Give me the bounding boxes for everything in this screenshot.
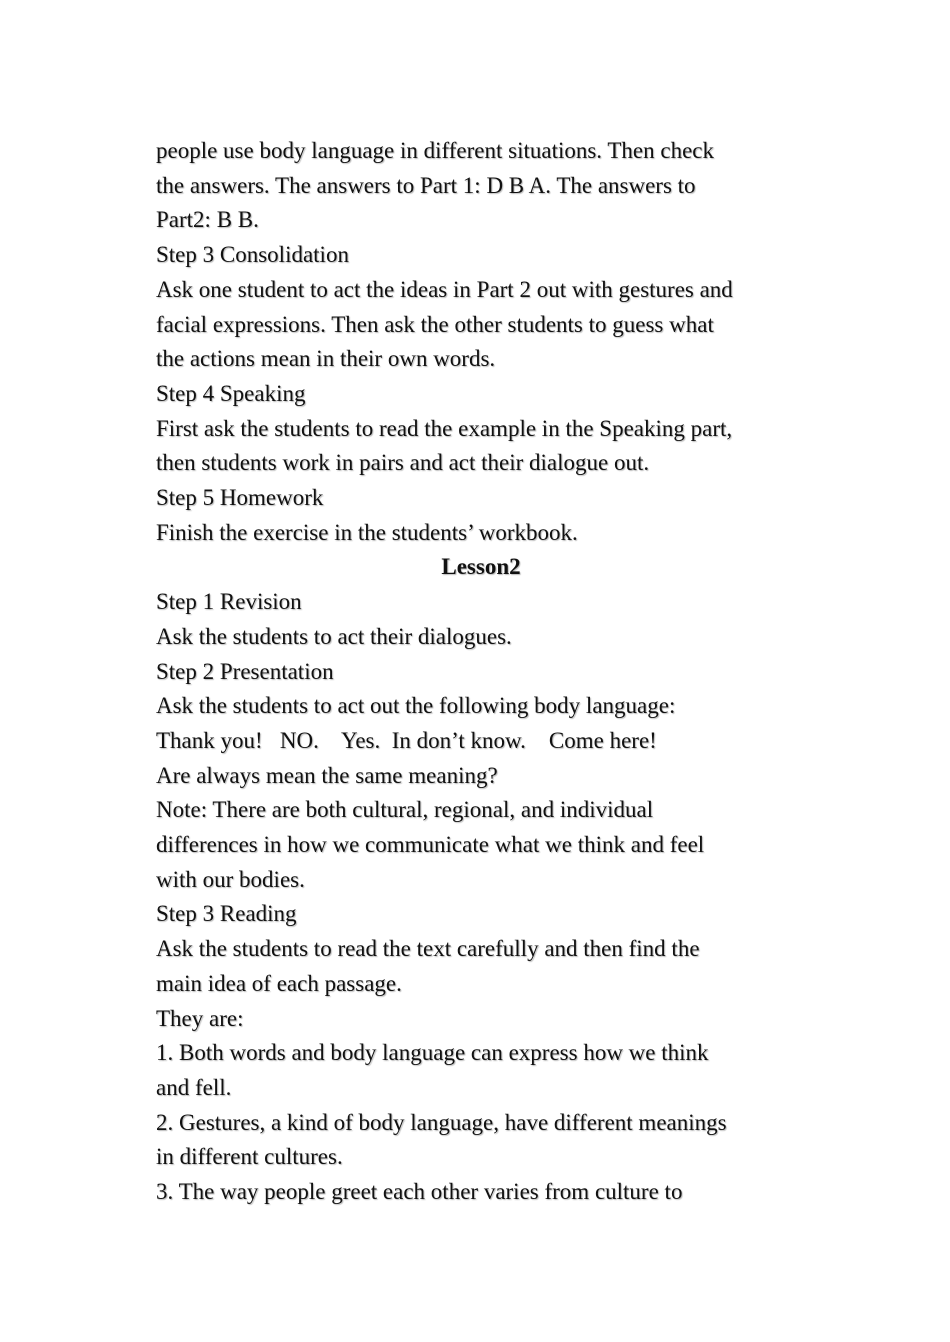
step-heading: Step 3 Reading <box>156 901 297 927</box>
step-heading: Step 4 Speaking <box>156 380 306 406</box>
list-item-line: in different cultures. <box>156 1144 343 1170</box>
step-heading: Step 5 Homework <box>156 485 324 511</box>
paragraph-line: facial expressions. Then ask the other students to guess what <box>156 311 714 337</box>
list-item-line: and fell. <box>156 1074 232 1100</box>
paragraph-line: Ask the students to act out the following body language: <box>156 693 676 719</box>
paragraph-line: the actions mean in their own words. <box>156 346 496 372</box>
document-page <box>156 134 806 1210</box>
paragraph-line: main idea of each passage. <box>156 970 402 996</box>
paragraph-line: Are always mean the same meaning? <box>156 762 498 788</box>
list-item-line: 1. Both words and body language can express how we think <box>156 1040 709 1066</box>
step-heading: Step 2 Presentation <box>156 658 334 684</box>
list-item-line: 2. Gestures, a kind of body language, have different meanings <box>156 1109 727 1135</box>
paragraph-line: Thank you! NO. Yes. In don’t know. Come here! <box>156 727 657 753</box>
paragraph-line: Ask one student to act the ideas in Part 2 out with gestures and <box>156 276 733 302</box>
paragraph-line: with our bodies. <box>156 866 305 892</box>
paragraph-line: Finish the exercise in the students’ workbook. <box>156 519 578 545</box>
paragraph-line: Part2: B B. <box>156 207 259 233</box>
paragraph-line: Ask the students to read the text carefully and then find the <box>156 936 700 962</box>
paragraph-line: Ask the students to act their dialogues. <box>156 623 512 649</box>
paragraph-line: First ask the students to read the example in the Speaking part, <box>156 415 733 441</box>
paragraph-line: then students work in pairs and act their dialogue out. <box>156 450 650 476</box>
paragraph-line: the answers. The answers to Part 1: D B A. The answers to <box>156 172 696 198</box>
paragraph-line: They are: <box>156 1005 244 1031</box>
step-heading: Step 1 Revision <box>156 589 302 615</box>
paragraph-line: Note: There are both cultural, regional, and individual <box>156 797 654 823</box>
paragraph-line: differences in how we communicate what we think and feel <box>156 832 705 858</box>
lesson-title: Lesson2 <box>441 554 521 580</box>
list-item-line: 3. The way people greet each other varies from culture to <box>156 1179 683 1205</box>
step-heading: Step 3 Consolidation <box>156 242 349 268</box>
paragraph-line: people use body language in different situations. Then check <box>156 138 715 163</box>
